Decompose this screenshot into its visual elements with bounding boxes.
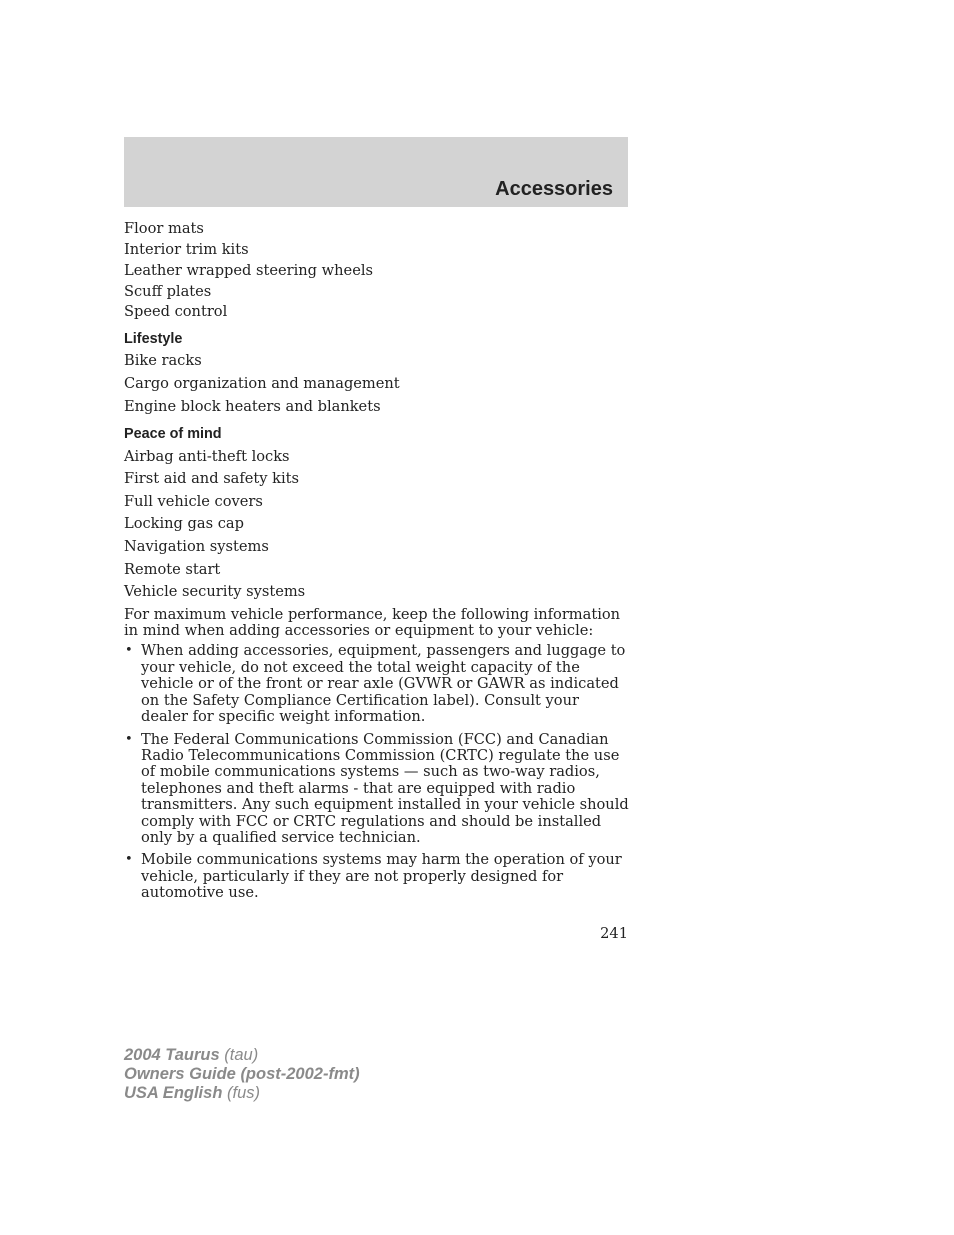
footer-language: USA English bbox=[124, 1084, 223, 1102]
list-item: First aid and safety kits bbox=[124, 470, 300, 488]
list-item: Scuff plates bbox=[124, 282, 212, 300]
list-item: Speed control bbox=[124, 303, 228, 321]
list-item: Floor mats bbox=[124, 220, 204, 238]
bullet-icon: • bbox=[125, 852, 133, 868]
page-number: 241 bbox=[600, 925, 628, 942]
lifestyle-list bbox=[124, 350, 630, 418]
bullet-item bbox=[124, 852, 630, 901]
list-item: Full vehicle covers bbox=[124, 492, 263, 510]
footer-guide: Owners Guide (post-2002-fmt) bbox=[124, 1065, 360, 1083]
footer-line-guide bbox=[124, 1065, 360, 1084]
bullet-text: When adding accessories, equipment, passengers and luggage to your vehicle, do not exceed the total weight capacity of the vehicle or of the front or rear axle (GVWR or GAWR as indicated on the Safety Compliance Certification label). Consult your dealer for specific weight information. bbox=[141, 642, 626, 726]
bullet-item bbox=[124, 643, 630, 725]
section-title: Accessories bbox=[495, 178, 613, 200]
list-item: Engine block heaters and blankets bbox=[124, 397, 381, 415]
bullet-item bbox=[124, 732, 630, 847]
list-item: Interior trim kits bbox=[124, 240, 249, 258]
document-footer bbox=[124, 1046, 360, 1103]
peace-of-mind-heading: Peace of mind bbox=[124, 426, 222, 443]
list-item: Remote start bbox=[124, 560, 221, 578]
bullet-icon: • bbox=[125, 643, 133, 659]
list-item: Leather wrapped steering wheels bbox=[124, 261, 373, 279]
list-item: Locking gas cap bbox=[124, 515, 244, 533]
bullet-text: The Federal Communications Commission (FCC) and Canadian Radio Telecommunications Commission (CRTC) regulate the use of mobile communications systems — such as two-way radios, telephones and theft alarms - that are equipped with radio transmitters. Any such equipment installed in your vehicle should comply with FCC or CRTC regulations and should be installed only by a qualified service technician. bbox=[141, 730, 629, 846]
intro-list bbox=[124, 219, 630, 323]
footer-line-model bbox=[124, 1046, 360, 1065]
footer-line-language bbox=[124, 1084, 360, 1103]
section-header-band bbox=[124, 137, 628, 207]
bullet-icon: • bbox=[125, 731, 133, 747]
list-item: Navigation systems bbox=[124, 537, 269, 555]
list-item: Bike racks bbox=[124, 352, 202, 370]
peace-of-mind-list bbox=[124, 446, 630, 604]
footer-model-code: (tau) bbox=[224, 1046, 259, 1064]
footer-language-code: (fus) bbox=[227, 1084, 260, 1102]
bullet-text: Mobile communications systems may harm the operation of your vehicle, particularly if they are not properly designed for automotive use. bbox=[141, 851, 622, 902]
list-item: Cargo organization and management bbox=[124, 375, 400, 392]
list-item: Vehicle security systems bbox=[124, 583, 306, 601]
lifestyle-heading: Lifestyle bbox=[124, 330, 183, 347]
list-item: Airbag anti-theft locks bbox=[124, 447, 290, 465]
performance-note: For maximum vehicle performance, keep the following information in mind when adding accessories or equipment to your vehicle: bbox=[124, 605, 621, 640]
footer-model: 2004 Taurus bbox=[124, 1046, 220, 1064]
page-content bbox=[124, 219, 630, 908]
bullet-list bbox=[124, 643, 630, 901]
